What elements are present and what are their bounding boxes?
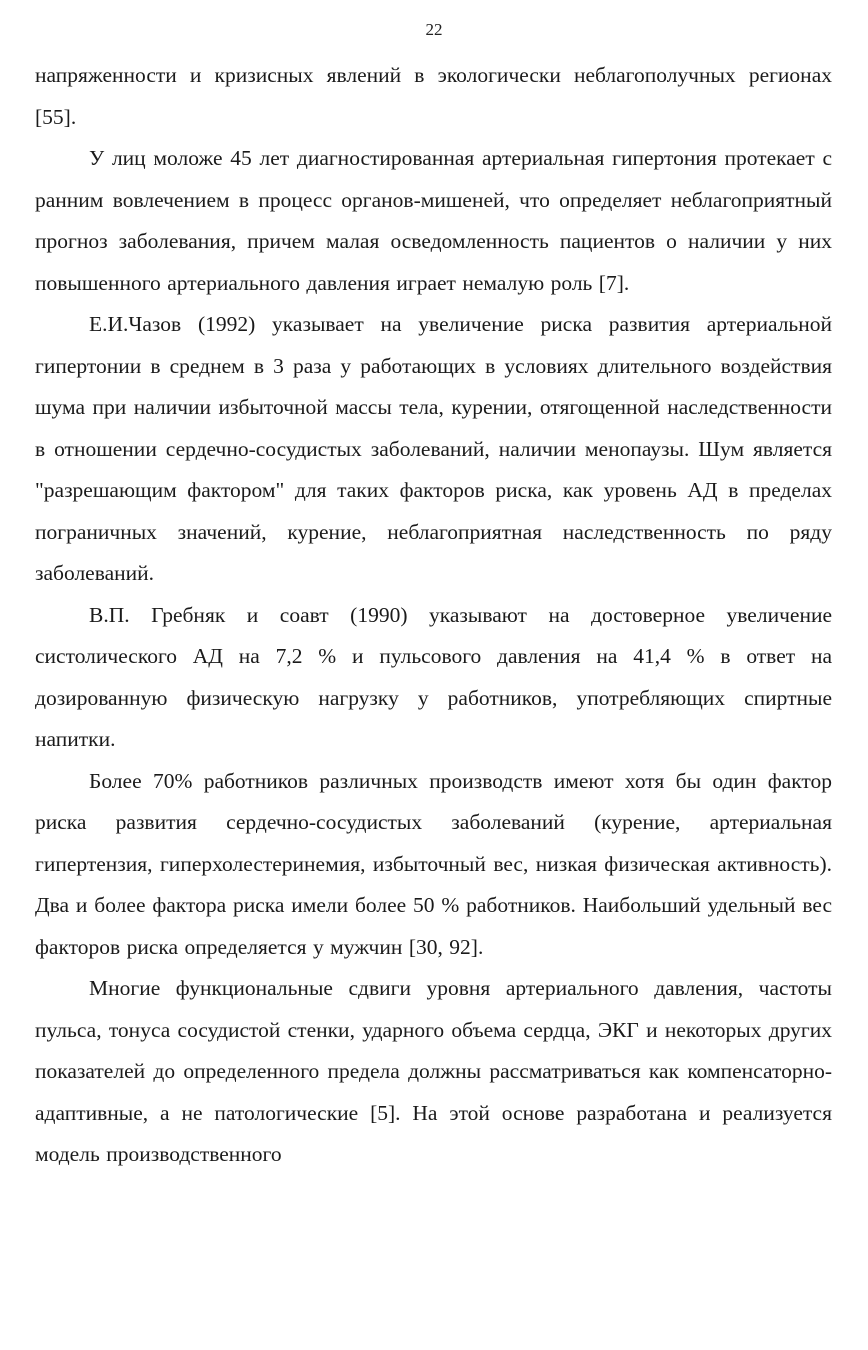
paragraph-risk-factors: Более 70% работников различных производств имеют хотя бы один фактор риска развития сердечно-сосудистых заболеваний (курение, артериальная гипертензия, гиперхолестеринемия, избыточный вес, низкая физическая активность). Два и более фактора риска имели более 50 % работников. Наибольший удельный вес факторов риска определяется у мужчин [30, 92].: [35, 768, 832, 959]
paragraph-functional-shifts: Многие функциональные сдвиги уровня артериального давления, частоты пульса, тонуса сосудистой стенки, ударного объема сердца, ЭКГ и некоторых других показателей до определенного предела должны рассматриваться как компенсаторно-адаптивные, а не патологические [5]. На этой основе разработана и реализуется модель производственного: [35, 976, 832, 1166]
paragraph-continuation: напряженности и кризисных явлений в экологически неблагополучных регионах [55].: [35, 63, 832, 129]
paragraph-grebnyak-alcohol: В.П. Гребняк и соавт (1990) указывают на достоверное увеличение систолического АД на 7,2 % и пульсового давления на 41,4 % в ответ на дозированную физическую нагрузку у работников, употребляющих спиртные напитки.: [35, 602, 832, 751]
paragraph-young-hypertension: У лиц моложе 45 лет диагностированная артериальная гипертония протекает с ранним вовлечением в процесс органов-мишеней, что определяет неблагоприятный прогноз заболевания, причем малая осведомленность пациентов о наличии у них повышенного артериального давления играет немалую роль [7].: [35, 146, 832, 295]
paragraph-chazov-noise: Е.И.Чазов (1992) указывает на увеличение риска развития артериальной гипертонии в среднем в 3 раза у работающих в условиях длительного воздействия шума при наличии избыточной массы тела, курении, отягощенной наследственности в отношении сердечно-сосудистых заболеваний, наличии менопаузы. Шум является "разрешающим фактором" для таких факторов риска, как уровень АД в пределах пограничных значений, курение, неблагоприятная наследственность по ряду заболеваний.: [35, 312, 832, 585]
page-number: 22: [425, 20, 443, 39]
body-text: [35, 55, 832, 1176]
